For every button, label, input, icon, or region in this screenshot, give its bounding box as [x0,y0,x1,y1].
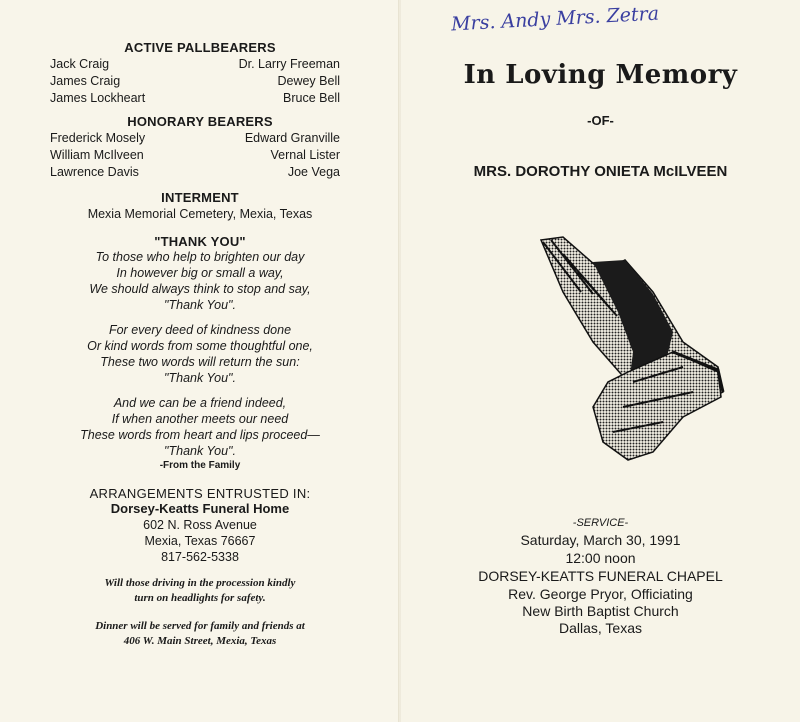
phone-number: 817-562-5338 [161,550,239,564]
praying-hands-icon [533,232,728,462]
service-city: Dallas, Texas [558,620,642,636]
active-pallbearers-heading: ACTIVE PALLBEARERS [124,40,276,55]
bearer-name: Edward Granville [244,131,340,145]
honorary-bearers-heading: HONORARY BEARERS [127,114,273,129]
bearer-name: Vernal Lister [270,148,340,162]
poem-line: "Thank You". [164,371,236,385]
service-date: Saturday, March 30, 1991 [520,532,681,548]
poem-line: "Thank You". [164,298,236,312]
pallbearer-name: James Craig [50,74,121,88]
bearer-name: Lawrence Davis [50,165,139,179]
arrangements-heading: ARRANGEMENTS ENTRUSTED IN: [89,486,311,501]
poem-line: These words from heart and lips proceed— [80,428,320,442]
procession-note: turn on headlights for safety. [134,592,266,604]
handwritten-note: Mrs. Andy Mrs. Zetra [450,2,660,36]
bearer-name: William McIlveen [50,148,144,162]
of-label: -OF- [587,113,614,128]
poem-line: In however big or small a way, [116,266,284,280]
poem-line: We should always think to stop and say, [89,282,311,296]
pallbearer-name: James Lockheart [50,91,146,105]
pallbearer-name: Jack Craig [50,57,110,71]
memorial-title: In Loving Memory [463,60,738,90]
service-time: 12:00 noon [565,550,636,566]
service-chapel: DORSEY-KEATTS FUNERAL CHAPEL [478,568,723,584]
poem-line: Or kind words from some thoughtful one, [87,339,313,353]
interment-heading: INTERMENT [161,190,239,205]
funeral-home-name: Dorsey-Keatts Funeral Home [110,501,290,516]
poem-line: To those who help to brighten our day [95,250,305,264]
pallbearer-name: Bruce Bell [283,91,340,105]
poem-line: And we can be a friend indeed, [113,396,287,410]
interment-text: Mexia Memorial Cemetery, Mexia, Texas [87,207,313,221]
poem-line: For every deed of kindness done [108,323,292,337]
bearer-name: Frederick Mosely [50,131,146,145]
poem-attribution: -From the Family [159,460,241,471]
right-panel [401,0,800,722]
service-label: -SERVICE- [572,517,629,529]
address-line: 602 N. Ross Avenue [143,518,257,532]
address-line: Mexia, Texas 76667 [144,534,256,548]
pallbearer-name: Dr. Larry Freeman [238,57,340,71]
bearer-name: Joe Vega [287,165,340,179]
dinner-note: Dinner will be served for family and friends at [95,620,305,632]
dinner-note: 406 W. Main Street, Mexia, Texas [123,635,277,647]
deceased-name: MRS. DOROTHY ONIETA McILVEEN [473,163,728,180]
service-church: New Birth Baptist Church [522,603,679,619]
poem-line: These two words will return the sun: [100,355,300,369]
pallbearer-name: Dewey Bell [277,74,340,88]
thank-you-heading: "THANK YOU" [154,234,246,249]
procession-note: Will those driving in the procession kindly [104,577,296,589]
service-officiant: Rev. George Pryor, Officiating [508,586,693,602]
poem-line: "Thank You". [164,444,236,458]
poem-line: If when another meets our need [111,412,289,426]
